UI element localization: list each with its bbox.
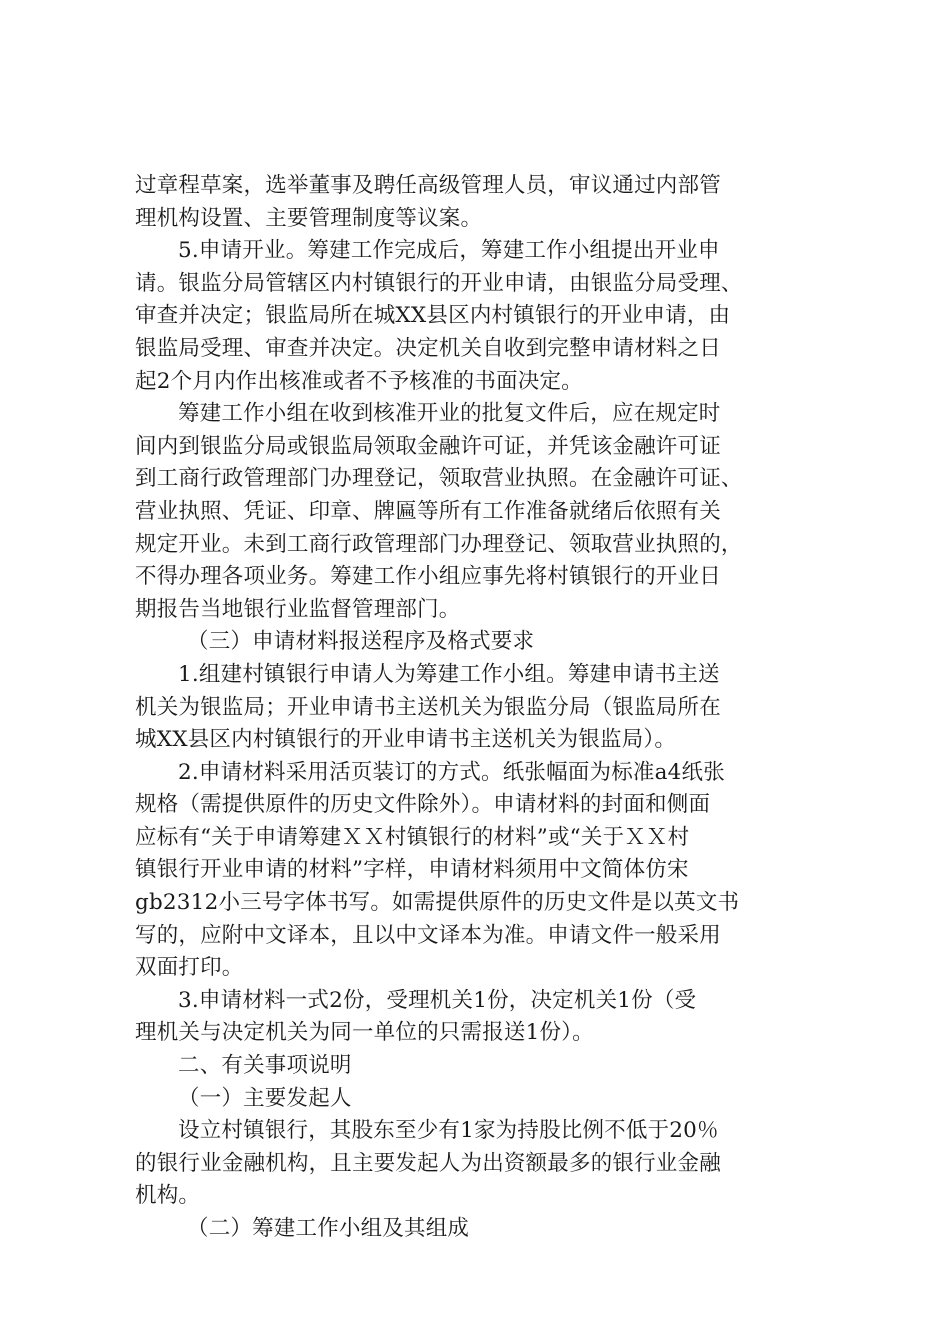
text-line: 营业执照、凭证、印章、牌匾等所有工作准备就绪后依照有关 [135,498,721,524]
text-line: （一）主要发起人 [178,1085,352,1111]
text-line: 镇银行开业申请的材料”字样，申请材料须用中文简体仿宋 [135,857,689,883]
text-line: 2.申请材料采用活页装订的方式。纸张幅面为标准a4纸张 [178,759,725,785]
text-line: 过章程草案，选举董事及聘任高级管理人员，审议通过内部管 [135,173,721,198]
text-line: 理机构设置、主要管理制度等议案。 [135,205,483,231]
text-line: 1.组建村镇银行申请人为筹建工作小组。筹建申请书主送 [178,661,720,687]
text-line: gb2312小三号字体书写。如需提供原件的历史文件是以英文书 [135,890,740,916]
text-line: 银监局受理、审查并决定。决定机关自收到完整申请材料之日 [135,335,721,361]
text-line: 规定开业。未到工商行政管理部门办理登记、领取营业执照的， [135,531,743,557]
text-line: （三）申请材料报送程序及格式要求 [187,629,535,655]
text-line: 审查并决定；银监局所在城XX县区内村镇银行的开业申请，由 [135,303,731,329]
text-line: 3.申请材料一式2份，受理机关1份，决定机关1份（受 [178,987,697,1013]
text-line: 起2个月内作出核准或者不予核准的书面决定。 [135,368,583,394]
text-line: 到工商行政管理部门办理登记，领取营业执照。在金融许可证、 [135,466,743,492]
text-line: 请。银监分局管辖区内村镇银行的开业申请，由银监分局受理、 [135,270,743,296]
text-line: 应标有“关于申请筹建ＸＸ村镇银行的材料”或“关于ＸＸ村 [135,824,690,850]
text-line: 城XX县区内村镇银行的开业申请书主送机关为银监局）。 [135,727,677,753]
text-line: 的银行业金融机构，且主要发起人为出资额最多的银行业金融 [135,1150,721,1176]
text-line: 规格（需提供原件的历史文件除外）。申请材料的封面和侧面 [135,792,711,818]
text-line: 机构。 [135,1183,201,1209]
text-line: 筹建工作小组在收到核准开业的批复文件后，应在规定时 [178,401,721,427]
text-line: （二）筹建工作小组及其组成 [187,1216,470,1241]
text-line: 二、有关事项说明 [178,1053,352,1079]
text-line: 写的，应附中文译本，且以中文译本为准。申请文件一般采用 [135,922,721,948]
text-line: 期报告当地银行业监督管理部门。 [135,596,461,622]
text-line: 理机关与决定机关为同一单位的只需报送1份）。 [135,1020,594,1046]
text-line: 双面打印。 [135,955,244,981]
text-line: 机关为银监局；开业申请书主送机关为银监分局（银监局所在 [135,694,721,720]
text-line: 设立村镇银行，其股东至少有1家为持股比例不低于20％ [178,1118,719,1144]
document-body [135,170,835,1246]
text-line: 间内到银监分局或银监局领取金融许可证，并凭该金融许可证 [135,433,721,459]
text-line: 不得办理各项业务。筹建工作小组应事先将村镇银行的开业日 [135,564,721,590]
text-line: 5.申请开业。筹建工作完成后，筹建工作小组提出开业申 [178,238,720,264]
